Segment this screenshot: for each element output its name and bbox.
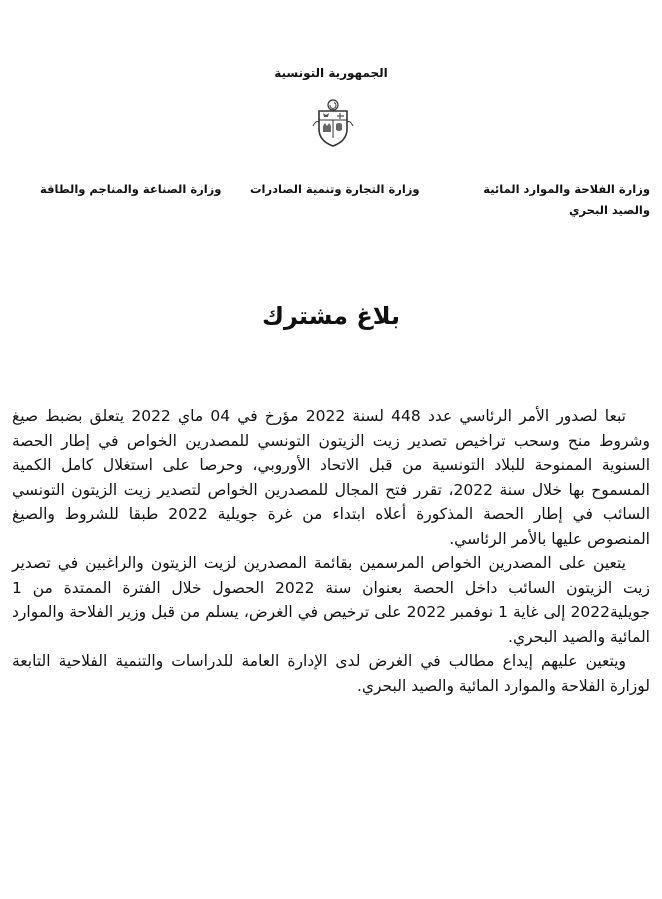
paragraph: ويتعين عليهم إيداع مطالب في الغرض لدى الإدارة العامة للدراسات والتنمية الفلاحية التابعة لوزارة الفلاحة والموارد المائية والصيد البحري. (12, 652, 650, 695)
ministry-agriculture-line1: وزارة الفلاحة والموارد المائية (483, 182, 650, 196)
paragraph: يتعين على المصدرين الخواص المرسمين بقائمة المصدرين لزيت الزيتون والراغبين في تصدير زيت الزيتون السائب داخل الحصة بعنوان سنة 2022 الحصول خلال الفترة الممتدة من 1 جويلية2022 إلى غاية 1 نوفمبر 2022 على ترخيص في الغرض، يسلم من قبل وزير الفلاحة والموارد المائية والصيد البحري. (12, 554, 650, 646)
ministry-industry: وزارة الصناعة والمناجم والطاقة (40, 182, 222, 196)
republic-heading: الجمهورية التونسية (274, 66, 388, 80)
tunisia-coat-of-arms-icon (311, 98, 355, 148)
paragraph: تبعا لصدور الأمر الرئاسي عدد 448 لسنة 2022 مؤرخ في 04 ماي 2022 يتعلق بضبط صيغ وشروط منح وسحب تراخيص تصدير زيت الزيتون التونسي للمصدرين الخواص في إطار الحصة السنوية الممنوحة للبلاد التونسية من قبل الاتحاد الأوروبي، وحرصا على استغلال كامل الكمية المسموح بها خلال سنة 2022، تقرر فتح المجال للمصدرين الخواص لتصدير زيت الزيتون التونسي السائب في إطار الحصة المذكورة أعلاه ابتداء من غرة جويلية 2022 طبقا للشروط والصيغ المنصوص عليها بالأمر الرئاسي. (12, 407, 650, 548)
document-title: بلاغ مشترك (262, 302, 400, 330)
ministry-agriculture-line2: والصيد البحري (568, 203, 650, 217)
ministry-trade: وزارة التجارة وتنمية الصادرات (250, 182, 420, 196)
ministry-agriculture (483, 179, 650, 221)
document-body (12, 404, 650, 698)
